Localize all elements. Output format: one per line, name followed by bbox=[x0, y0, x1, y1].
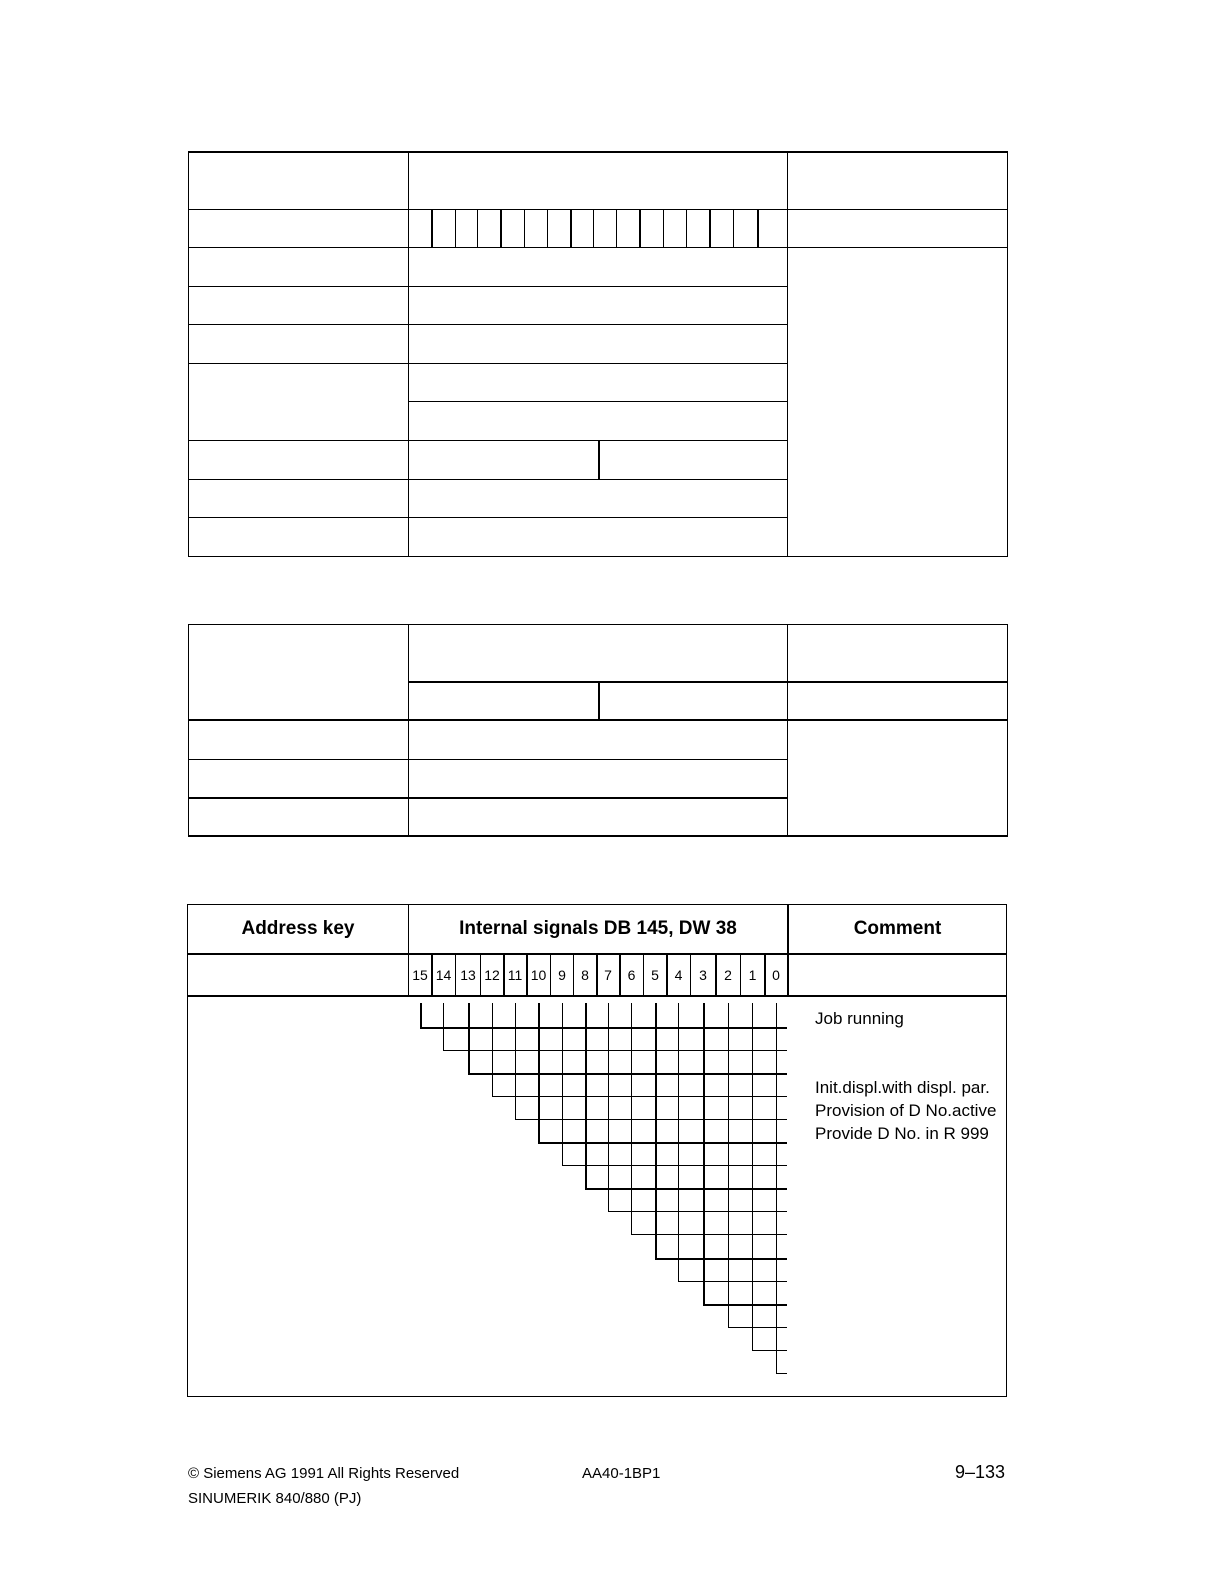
bit-divider bbox=[547, 209, 548, 247]
leader-horizontal bbox=[515, 1119, 787, 1120]
rule bbox=[408, 151, 409, 557]
leader-horizontal bbox=[608, 1211, 787, 1212]
bit-divider bbox=[616, 209, 617, 247]
leader-horizontal bbox=[728, 1327, 787, 1328]
bit-number: 8 bbox=[581, 967, 589, 983]
header-internal-signals: Internal signals DB 145, DW 38 bbox=[459, 918, 737, 939]
leader-vertical bbox=[752, 1003, 753, 1350]
rule bbox=[188, 797, 788, 799]
leader-vertical bbox=[492, 1003, 493, 1096]
page-number: 9–133 bbox=[955, 1462, 1006, 1482]
leader-horizontal bbox=[703, 1304, 787, 1306]
leader-horizontal bbox=[492, 1096, 787, 1097]
rule bbox=[188, 759, 788, 760]
bit-divider bbox=[686, 209, 687, 247]
leader-vertical bbox=[443, 1003, 444, 1050]
leader-vertical bbox=[515, 1003, 516, 1119]
leader-vertical bbox=[608, 1003, 609, 1211]
rule bbox=[408, 624, 409, 836]
rule bbox=[187, 1396, 1007, 1397]
bit-divider bbox=[757, 209, 759, 247]
rule bbox=[188, 835, 1008, 837]
rule bbox=[598, 681, 600, 720]
bit-number: 9 bbox=[558, 967, 566, 983]
rule bbox=[1007, 151, 1008, 557]
bit-divider bbox=[733, 209, 734, 247]
bit-number: 6 bbox=[627, 967, 636, 983]
bit-comment: Init.displ.with displ. par. bbox=[815, 1078, 990, 1097]
bit-number: 11 bbox=[507, 967, 523, 983]
leader-vertical bbox=[562, 1003, 563, 1165]
leader-vertical bbox=[678, 1003, 679, 1281]
bit-number: 13 bbox=[460, 967, 476, 983]
rule bbox=[187, 995, 1007, 997]
bit-divider bbox=[663, 209, 664, 247]
bit-comment: Provision of D No.active bbox=[815, 1101, 997, 1120]
leader-vertical bbox=[655, 1003, 657, 1258]
rule bbox=[188, 556, 1008, 557]
header-address-key: Address key bbox=[241, 918, 355, 939]
leader-vertical bbox=[420, 1003, 422, 1027]
bit-number: 1 bbox=[748, 967, 757, 983]
leader-horizontal bbox=[585, 1188, 787, 1190]
leader-vertical bbox=[728, 1003, 729, 1327]
bit-divider bbox=[524, 209, 525, 247]
leader-horizontal bbox=[562, 1165, 787, 1166]
bit-number: 3 bbox=[699, 967, 707, 983]
leader-vertical bbox=[776, 1003, 777, 1373]
bit-divider bbox=[639, 209, 641, 247]
rule bbox=[1006, 904, 1007, 1397]
leader-horizontal bbox=[752, 1350, 787, 1351]
bit-divider bbox=[455, 209, 456, 247]
rule bbox=[408, 401, 788, 402]
bit-comment: Job running bbox=[815, 1009, 904, 1028]
bit-divider bbox=[500, 209, 502, 247]
rule bbox=[188, 517, 788, 518]
leader-vertical bbox=[538, 1003, 540, 1142]
bit-divider bbox=[431, 209, 433, 247]
leader-horizontal bbox=[538, 1142, 787, 1144]
rule bbox=[787, 624, 788, 836]
rule bbox=[188, 324, 788, 325]
bit-divider bbox=[709, 209, 711, 247]
rule bbox=[188, 624, 1008, 625]
bit-number: 5 bbox=[651, 967, 659, 983]
leader-vertical bbox=[468, 1003, 470, 1073]
rule bbox=[188, 363, 788, 364]
bit-number: 7 bbox=[604, 967, 612, 983]
rule bbox=[188, 624, 189, 836]
rule bbox=[408, 681, 1008, 683]
rule bbox=[188, 286, 788, 287]
bit-number: 15 bbox=[412, 967, 428, 983]
bit-divider bbox=[593, 209, 594, 247]
bit-number: 10 bbox=[530, 967, 547, 983]
leader-horizontal bbox=[420, 1027, 787, 1029]
rule bbox=[188, 247, 1008, 248]
leader-horizontal bbox=[776, 1373, 787, 1374]
rule bbox=[787, 151, 788, 557]
product-name: SINUMERIK 840/880 (PJ) bbox=[188, 1490, 362, 1507]
bit-comment: Provide D No. in R 999 bbox=[815, 1124, 989, 1143]
document-code: AA40-1BP1 bbox=[582, 1465, 661, 1482]
rule bbox=[188, 209, 1008, 210]
bit-number: 14 bbox=[435, 967, 452, 983]
bit-divider bbox=[477, 209, 478, 247]
header-comment: Comment bbox=[853, 918, 942, 939]
copyright-text: © Siemens AG 1991 All Rights Reserved bbox=[188, 1465, 460, 1482]
rule bbox=[187, 904, 188, 1397]
leader-vertical bbox=[585, 1003, 587, 1188]
bit-number: 0 bbox=[772, 967, 780, 983]
bit-number: 2 bbox=[724, 967, 732, 983]
bit-divider bbox=[570, 209, 572, 247]
rule bbox=[188, 151, 1008, 153]
rule bbox=[598, 440, 600, 479]
leader-horizontal bbox=[443, 1050, 787, 1051]
leader-vertical bbox=[631, 1003, 632, 1234]
rule bbox=[1007, 624, 1008, 836]
rule bbox=[188, 151, 189, 557]
bit-number: 12 bbox=[484, 967, 500, 983]
rule bbox=[188, 479, 788, 480]
leader-horizontal bbox=[678, 1281, 787, 1282]
bit-number: 4 bbox=[674, 967, 683, 983]
leader-horizontal bbox=[655, 1258, 787, 1260]
rule bbox=[188, 440, 788, 441]
leader-vertical bbox=[703, 1003, 705, 1304]
